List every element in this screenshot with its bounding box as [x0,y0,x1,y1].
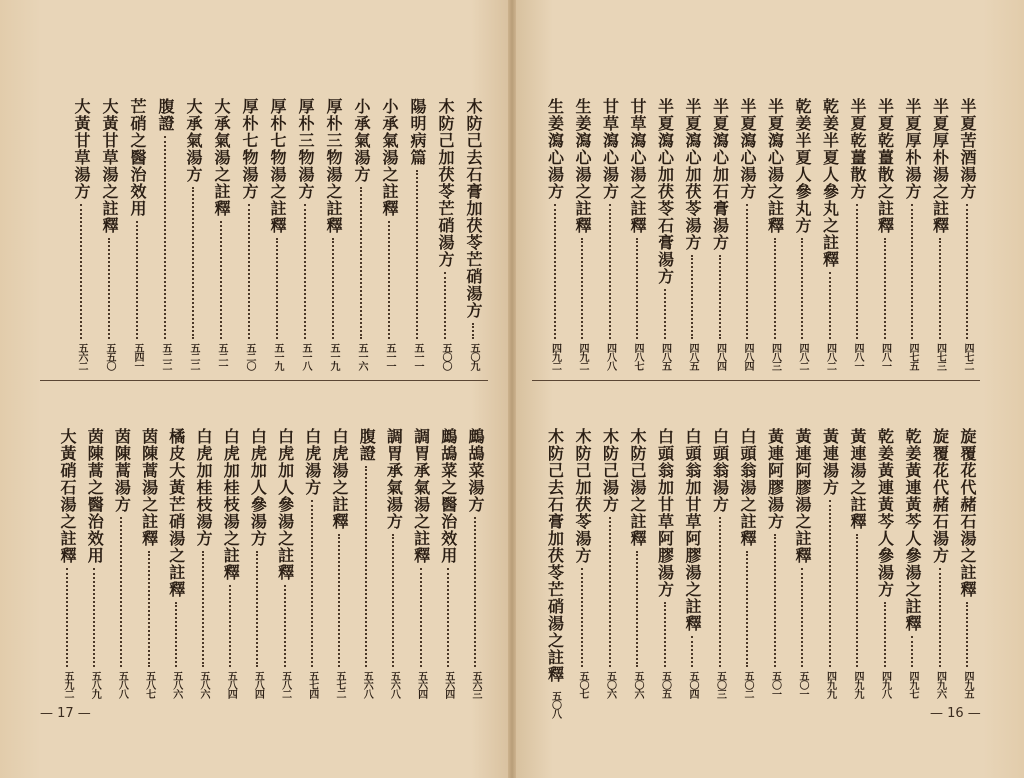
toc-entry [874,98,896,370]
toc-entry-page: 五二二 [160,343,171,370]
toc-entry-title: 調胃承氣湯方 [384,428,404,530]
leader-dots [474,517,476,667]
leader-dots [332,238,334,339]
toc-entry-page: 四九九 [824,671,836,698]
toc-entry-title: 黃連湯之註釋 [848,428,867,530]
toc-entry-page: 五六八 [388,671,400,698]
toc-entry [274,428,296,698]
toc-entry [210,98,232,370]
toc-entry-title: 白頭翁加甘草阿膠湯方 [655,428,675,598]
leader-dots [636,551,638,667]
leader-dots [746,551,748,667]
leader-dots [66,568,68,667]
toc-entry-page: 四八一 [879,343,891,370]
toc-entry-page: 五〇一 [797,671,808,698]
toc-entry [294,98,316,370]
toc-entry-page: 五〇六 [632,671,643,698]
toc-entry-page: 五八六 [198,671,209,698]
leader-dots [202,551,204,667]
toc-entry [219,428,241,698]
toc-entry-title: 白虎加人參湯之註釋 [275,428,295,581]
toc-entry-page: 五六四 [415,671,427,698]
toc-entry-title: 厚朴七物湯方 [240,98,259,200]
toc-entry-page: 四八四 [742,343,753,370]
toc-entry [464,428,486,698]
leader-dots [664,289,666,339]
toc-entry-page: 五八六 [170,671,182,698]
toc-entry [956,98,978,370]
leader-dots [856,534,858,667]
page-number: — 16 — [930,706,981,721]
toc-entry [764,98,786,370]
toc-entry-title: 陽明病篇 [408,98,427,166]
toc-entry-page: 五九二 [62,671,73,698]
toc-entry-page: 五一九 [328,343,339,370]
leader-dots [284,585,286,667]
toc-entry [846,428,868,698]
toc-entry-title: 白頭翁湯之註釋 [738,428,757,547]
toc-entry-page: 五五〇 [104,343,115,370]
toc-entry-title: 白虎加人參湯方 [248,428,268,547]
toc-entry [571,98,593,370]
toc-entry [571,428,593,698]
toc-entry-page: 五八四 [252,671,264,698]
toc-entry-title: 黃連阿膠湯之註釋 [793,428,812,564]
toc-entry-title: 白虎湯方 [302,428,322,496]
leader-dots [801,568,803,667]
toc-entry [901,428,923,698]
toc-entry-page: 五二〇 [244,343,255,370]
leader-dots [164,136,166,339]
leader-dots [229,585,231,667]
toc-entry-title: 半夏瀉心湯之註釋 [765,98,785,234]
toc-entry-title: 木防己去石膏加茯苓芒硝湯方 [464,98,483,319]
toc-entry [138,428,160,698]
toc-entry-page: 四九六 [934,671,946,698]
leader-dots [360,187,362,339]
toc-entry-title: 半夏瀉心湯方 [738,98,757,200]
toc-entry-page: 五一一 [412,343,423,370]
toc-entry [819,98,841,370]
leader-dots [829,272,831,339]
toc-entry [406,98,428,370]
leader-dots [691,255,693,339]
toc-entry-page: 四九七 [907,671,918,698]
toc-entry-title: 木防己湯方 [600,428,620,513]
leader-dots [609,517,611,667]
toc-entry [410,428,432,698]
toc-entry-page: 五六三 [470,671,481,698]
toc-entry-page: 四七五 [907,343,918,370]
toc-entry-title: 半夏瀉心加茯苓石膏湯方 [655,98,675,285]
toc-entry-title: 白虎湯之註釋 [330,428,349,530]
leader-dots [276,238,278,339]
toc-entry-page: 四七二 [962,343,973,370]
toc-entry-page: 五〇六 [604,671,616,698]
toc-entry [98,98,120,370]
leader-dots [829,500,831,667]
toc-entry [791,98,813,370]
toc-entry [626,428,648,698]
leader-dots [416,170,418,339]
leader-dots [365,466,367,667]
toc-entry-title: 黃連湯方 [820,428,840,496]
toc-entry [654,98,676,370]
toc-entry-title: 乾姜黃連黃芩人參湯之註釋 [903,428,922,632]
toc-entry [322,98,344,370]
leader-dots [248,204,250,339]
leader-dots [801,238,803,339]
toc-entry-title: 木防己去石膏加茯苓芒硝湯之註釋 [545,428,565,683]
toc-entry-title: 半夏厚朴湯之註釋 [930,98,950,234]
leader-dots [609,204,611,339]
leader-dots [444,272,446,339]
toc-entry-page: 五〇二 [742,671,753,698]
toc-entry-page: 五四一 [132,343,143,370]
toc-entry-title: 厚朴七物湯之註釋 [268,98,287,234]
leader-dots [554,204,556,339]
toc-entry [874,428,896,698]
leader-dots [108,238,110,339]
toc-entry [681,428,703,698]
toc-entry [901,98,923,370]
leader-dots [884,238,886,339]
toc-entry-title: 茵陳蒿之醫治效用 [85,428,105,564]
toc-entry-page: 五〇八 [549,691,561,718]
section-divider [532,380,980,381]
toc-entry [599,98,621,370]
toc-entry-title: 乾姜半夏人參丸方 [793,98,812,234]
toc-entry [165,428,187,698]
toc-entry-page: 五一六 [356,343,367,370]
toc-entry-page: 五一八 [300,343,311,370]
toc-entry-title: 乾姜半夏人參丸之註釋 [820,98,840,268]
toc-entry [192,428,214,698]
leader-dots [148,551,150,667]
toc-entry [736,98,758,370]
toc-entry-page: 五一一 [384,343,395,370]
toc-entry [462,98,484,370]
toc-entry-title: 茵陳蒿湯方 [112,428,132,513]
leader-dots [447,568,449,667]
leader-dots [93,568,95,667]
toc-entry-title: 半夏苦酒湯方 [958,98,977,200]
toc-entry-title: 茵陳蒿湯之註釋 [139,428,159,547]
toc-entry-title: 黃連阿膠湯方 [765,428,785,530]
leader-dots [774,238,776,339]
toc-entry [266,98,288,370]
toc-entry-title: 大黃硝石湯之註釋 [58,428,77,564]
toc-entry-title: 大黃甘草湯之註釋 [100,98,119,234]
leader-dots [338,534,340,667]
leader-dots [388,221,390,339]
toc-entry [154,98,176,370]
toc-entry [791,428,813,698]
toc-entry-title: 木防己加茯苓湯方 [573,428,592,564]
toc-entry [437,428,459,698]
toc-entry [764,428,786,698]
toc-entry [382,428,404,698]
toc-entry-page: 五二一 [216,343,227,370]
leader-dots [691,636,693,667]
leader-dots [420,568,422,667]
leader-dots [664,602,666,667]
toc-entry-title: 木防己加茯苓芒硝湯方 [436,98,455,268]
toc-entry-title: 小承氣湯之註釋 [380,98,399,217]
toc-entry [544,428,566,718]
toc-entry-title: 調胃承氣湯之註釋 [411,428,431,564]
toc-entry-page: 四八七 [632,343,643,370]
toc-entry-page: 五八二 [279,671,291,698]
toc-entry-page: 五八七 [143,671,155,698]
toc-entry-page: 五八九 [89,671,101,698]
toc-entry-page: 四九九 [852,671,863,698]
toc-entry [709,98,731,370]
toc-entry-page: 四八二 [824,343,836,370]
leader-dots [911,636,913,667]
leader-dots [80,204,82,339]
toc-entry-page: 五八八 [116,671,128,698]
leader-dots [175,602,177,667]
toc-entry [654,428,676,698]
toc-entry [626,98,648,370]
toc-entry-title: 鷓鴣菜湯方 [466,428,485,513]
toc-entry [434,98,456,370]
leader-dots [392,534,394,667]
leader-dots [304,204,306,339]
toc-entry-title: 腹證 [357,428,377,462]
toc-entry-page: 四八八 [604,343,616,370]
section-divider [40,380,488,381]
toc-entry-title: 半夏瀉心加石膏湯方 [710,98,730,251]
right-page [512,0,1024,778]
leader-dots [192,187,194,339]
toc-entry-page: 五七四 [306,671,318,698]
toc-entry-title: 旋覆花代赭石湯方 [930,428,950,564]
toc-entry-page: 四九五 [962,671,973,698]
leader-dots [966,204,968,339]
toc-entry-page: 四七三 [934,343,946,370]
leader-dots [136,221,138,339]
toc-entry-page: 五〇四 [687,671,698,698]
leader-dots [939,568,941,667]
toc-entry-page: 五〇五 [659,671,671,698]
leader-dots [856,204,858,339]
toc-entry-page: 四八五 [659,343,671,370]
toc-entry-title: 半夏瀉心加茯苓湯方 [683,98,702,251]
toc-entry [929,98,951,370]
toc-entry-page: 四九八 [879,671,891,698]
toc-entry [378,98,400,370]
toc-entry-title: 甘草瀉心湯之註釋 [628,98,647,234]
toc-entry-title: 橘皮大黃芒硝湯之註釋 [166,428,186,598]
toc-entry-page: 五七二 [334,671,345,698]
toc-entry [709,428,731,698]
toc-entry [110,428,132,698]
leader-dots [966,602,968,667]
toc-entry [355,428,377,698]
toc-entry-title: 旋覆花代赭石湯之註釋 [958,428,977,598]
toc-entry-title: 大承氣湯之註釋 [212,98,231,217]
toc-entry-title: 芒硝之醫治效用 [128,98,147,217]
toc-entry-page: 四八一 [852,343,863,370]
toc-entry [238,98,260,370]
leader-dots [939,238,941,339]
page-number: — 17 — [40,706,91,721]
toc-entry-page: 四八二 [797,343,808,370]
leader-dots [746,204,748,339]
toc-entry-title: 腹證 [156,98,175,132]
toc-entry-page: 五六二 [76,343,87,370]
toc-entry [56,428,78,698]
toc-entry-page: 四八四 [714,343,726,370]
toc-entry-title: 白虎加桂枝湯方 [194,428,213,547]
toc-entry [246,428,268,698]
toc-entry-title: 厚朴三物湯之註釋 [324,98,343,234]
toc-entry [929,428,951,698]
leader-dots [911,204,913,339]
toc-entry-page: 五〇〇 [440,343,451,370]
toc-entry-page: 五〇一 [769,671,781,698]
toc-entry-page: 五六四 [442,671,454,698]
leader-dots [581,238,583,339]
toc-entry-title: 大黃甘草湯方 [72,98,91,200]
toc-entry-page: 四八五 [687,343,698,370]
toc-entry-page: 五六八 [361,671,373,698]
toc-entry [70,98,92,370]
toc-entry [328,428,350,698]
toc-entry [956,428,978,698]
leader-dots [256,551,258,667]
toc-entry [681,98,703,370]
toc-entry-page: 五八四 [225,671,237,698]
toc-entry-page: 四九二 [577,343,588,370]
leader-dots [884,602,886,667]
toc-entry-title: 半夏乾薑散方 [848,98,867,200]
toc-entry-title: 生姜瀉心湯方 [545,98,565,200]
toc-entry-title: 大承氣湯方 [184,98,203,183]
toc-entry-page: 五〇三 [714,671,726,698]
toc-entry [301,428,323,698]
toc-entry-title: 白頭翁湯方 [710,428,730,513]
toc-entry-title: 小承氣湯方 [352,98,371,183]
leader-dots [774,534,776,667]
toc-entry-title: 半夏厚朴湯方 [903,98,922,200]
toc-entry-title: 木防己湯之註釋 [628,428,647,547]
toc-entry-title: 半夏乾薑散之註釋 [875,98,895,234]
toc-entry-title: 甘草瀉心湯方 [600,98,620,200]
toc-entry-page: 五一九 [272,343,283,370]
toc-entry-page: 五〇九 [468,343,479,370]
leader-dots [220,221,222,339]
toc-entry [350,98,372,370]
leader-dots [719,255,721,339]
toc-entry [736,428,758,698]
leader-dots [719,517,721,667]
leader-dots [120,517,122,667]
toc-entry-page: 四九二 [549,343,561,370]
toc-entry-page: 四八三 [769,343,781,370]
leader-dots [636,238,638,339]
toc-entry-title: 鷓鴣菜之醫治效用 [438,428,458,564]
toc-entry-title: 生姜瀉心湯之註釋 [573,98,592,234]
toc-entry [544,98,566,370]
toc-entry-title: 乾姜黃連黃芩人參湯方 [875,428,895,598]
toc-entry [126,98,148,370]
toc-entry [599,428,621,698]
toc-entry-page: 五二二 [188,343,199,370]
toc-entry [83,428,105,698]
leader-dots [472,323,474,339]
toc-entry [819,428,841,698]
book-gutter [508,0,516,778]
toc-entry [846,98,868,370]
toc-entry-title: 白虎加桂枝湯之註釋 [221,428,241,581]
leader-dots [311,500,313,667]
leader-dots [581,568,583,667]
toc-entry [182,98,204,370]
toc-entry-title: 厚朴三物湯方 [296,98,315,200]
toc-entry-title: 白頭翁加甘草阿膠湯之註釋 [683,428,702,632]
toc-entry-page: 五〇七 [577,671,588,698]
